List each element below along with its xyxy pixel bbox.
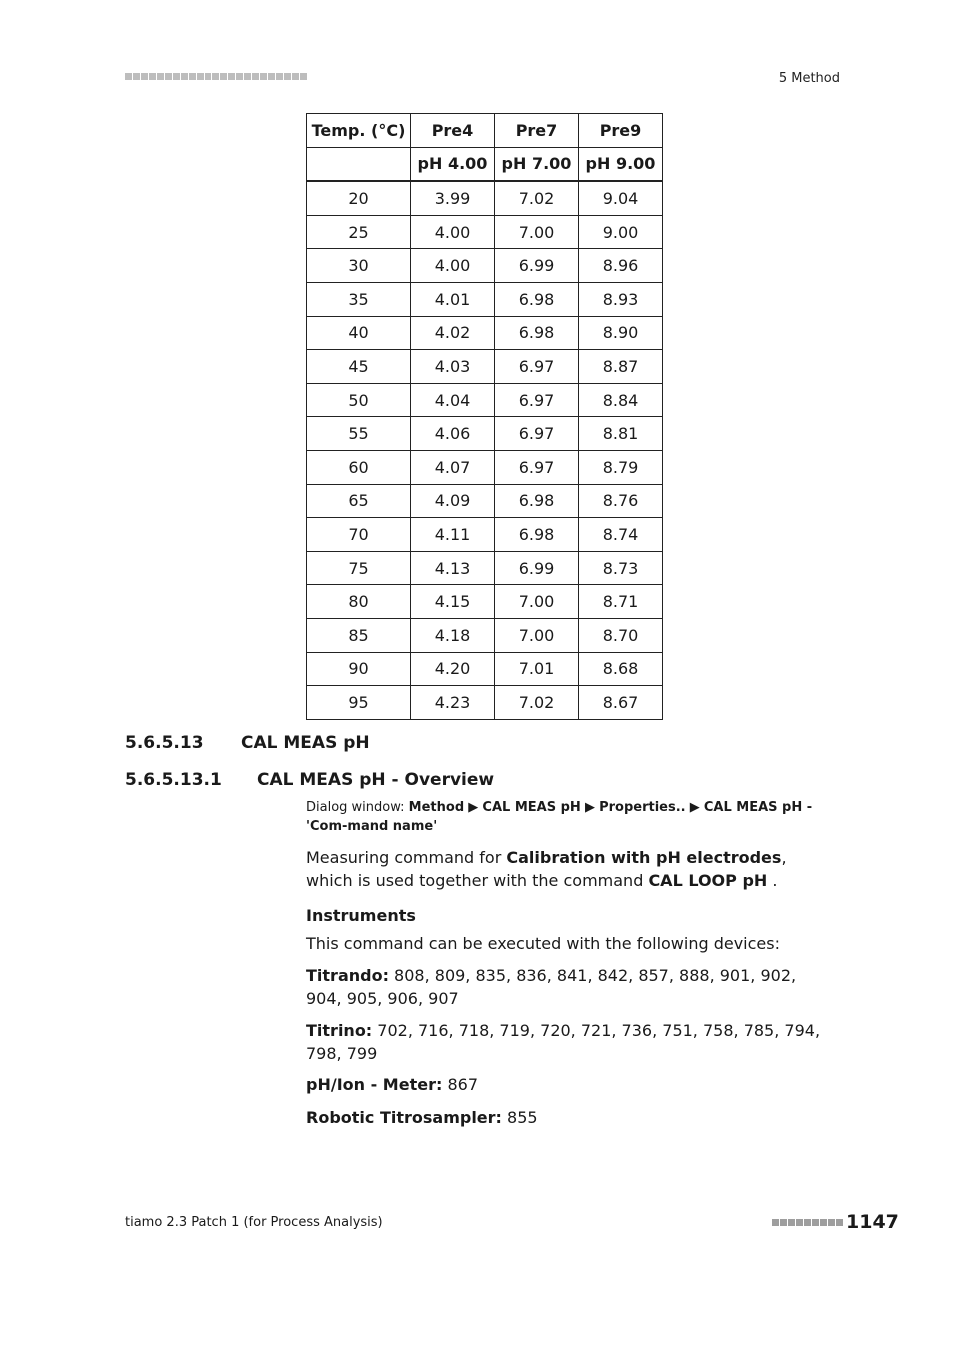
table-row <box>307 181 663 215</box>
table-cell: 7.00 <box>495 215 579 249</box>
table-row <box>307 618 663 652</box>
table-cell: 20 <box>307 181 411 215</box>
phion-label: pH/Ion - Meter: <box>306 1075 443 1094</box>
table-cell: 6.97 <box>495 383 579 417</box>
table-cell: 95 <box>307 686 411 720</box>
titrando-label: Titrando: <box>306 966 389 985</box>
table-cell: 55 <box>307 417 411 451</box>
table-cell: 8.81 <box>579 417 663 451</box>
table-cell: 6.98 <box>495 518 579 552</box>
table-cell: 4.20 <box>411 652 495 686</box>
table-cell: 8.90 <box>579 316 663 350</box>
column-header: Pre9 <box>579 114 663 148</box>
section-number: 5.6.5.13 <box>125 733 204 753</box>
dialog-path-item: Method <box>408 800 465 815</box>
table-cell: 25 <box>307 215 411 249</box>
table-header-row <box>307 114 663 148</box>
table-cell: 7.02 <box>495 181 579 215</box>
subsection-number: 5.6.5.13.1 <box>125 770 222 790</box>
table-row <box>307 518 663 552</box>
table-cell: 6.97 <box>495 417 579 451</box>
header-decoration <box>125 72 307 82</box>
table-cell: 8.71 <box>579 585 663 619</box>
table-cell: 4.06 <box>411 417 495 451</box>
table-row <box>307 484 663 518</box>
table-cell: 40 <box>307 316 411 350</box>
table-cell: 7.00 <box>495 618 579 652</box>
arrow-icon: ▶ <box>468 800 479 815</box>
intro-text: Measuring command for <box>306 848 507 867</box>
arrow-icon: ▶ <box>689 800 700 815</box>
column-header: Pre7 <box>495 114 579 148</box>
section-heading <box>125 733 370 753</box>
table-cell: 4.23 <box>411 686 495 720</box>
table-cell: 6.98 <box>495 282 579 316</box>
table-cell: 50 <box>307 383 411 417</box>
table-row <box>307 551 663 585</box>
table-cell: 35 <box>307 282 411 316</box>
table-cell: 7.01 <box>495 652 579 686</box>
table-cell: 90 <box>307 652 411 686</box>
table-cell: 4.03 <box>411 350 495 384</box>
table-cell: 4.11 <box>411 518 495 552</box>
table-cell: 7.00 <box>495 585 579 619</box>
table-cell: 4.02 <box>411 316 495 350</box>
table-row <box>307 215 663 249</box>
column-subheader: pH 4.00 <box>411 147 495 181</box>
table-cell: 4.15 <box>411 585 495 619</box>
header-section: 5 Method <box>778 71 840 86</box>
table-cell: 8.74 <box>579 518 663 552</box>
table-cell: 8.87 <box>579 350 663 384</box>
intro-emphasis: Calibration with pH electrodes <box>506 848 782 867</box>
phion-value: 867 <box>442 1075 478 1094</box>
table-row <box>307 417 663 451</box>
table-cell: 6.99 <box>495 249 579 283</box>
robotic-value: 855 <box>501 1108 538 1127</box>
table-cell: 7.02 <box>495 686 579 720</box>
table-cell: 4.00 <box>411 249 495 283</box>
column-subheader <box>307 147 411 181</box>
dialog-prefix: Dialog window: <box>306 800 409 815</box>
table-cell: 6.99 <box>495 551 579 585</box>
table-cell: 80 <box>307 585 411 619</box>
table-cell: 8.93 <box>579 282 663 316</box>
intro-text: , which is used together with the command <box>306 848 787 890</box>
section-title: CAL MEAS pH <box>241 733 370 753</box>
table-cell: 6.98 <box>495 484 579 518</box>
table-cell: 65 <box>307 484 411 518</box>
table-row <box>307 350 663 384</box>
arrow-icon: ▶ <box>584 800 595 815</box>
page-number: 1147 <box>846 1211 899 1233</box>
intro-paragraph <box>306 847 836 892</box>
dialog-path-item: CAL MEAS pH <box>482 800 581 815</box>
table-cell: 30 <box>307 249 411 283</box>
robotic-label: Robotic Titrosampler: <box>306 1108 502 1127</box>
table-cell: 4.01 <box>411 282 495 316</box>
table-cell: 85 <box>307 618 411 652</box>
table-cell: 45 <box>307 350 411 384</box>
footer-decoration <box>772 1219 843 1226</box>
table-cell: 6.97 <box>495 350 579 384</box>
table-cell: 70 <box>307 518 411 552</box>
column-header: Temp. (°C) <box>307 114 411 148</box>
titrino-value: 702, 716, 718, 719, 720, 721, 736, 751, 758, 785, 794, 798, 799 <box>306 1021 821 1063</box>
table-row <box>307 316 663 350</box>
table-cell: 4.13 <box>411 551 495 585</box>
intro-text: . <box>767 870 778 890</box>
dialog-path <box>306 798 836 836</box>
table-cell: 8.70 <box>579 618 663 652</box>
table-cell: 8.73 <box>579 551 663 585</box>
table-cell: 4.04 <box>411 383 495 417</box>
intro-command: CAL LOOP pH <box>648 870 768 890</box>
table-row <box>307 686 663 720</box>
dialog-path-item: CAL MEAS pH - 'Com-mand name' <box>306 800 813 834</box>
column-subheader: pH 9.00 <box>579 147 663 181</box>
subsection-heading <box>125 770 494 790</box>
table-row <box>307 249 663 283</box>
table-cell: 8.68 <box>579 652 663 686</box>
instruments-text: This command can be executed with the following devices: <box>306 934 780 953</box>
robotic-line <box>306 1107 836 1130</box>
table-cell: 8.96 <box>579 249 663 283</box>
table-cell: 6.97 <box>495 450 579 484</box>
calibration-table <box>306 113 663 720</box>
table-cell: 8.84 <box>579 383 663 417</box>
table-cell: 8.67 <box>579 686 663 720</box>
titrino-label: Titrino: <box>306 1021 373 1040</box>
titrino-line <box>306 1020 836 1065</box>
titrando-line <box>306 965 836 1010</box>
table-cell: 6.98 <box>495 316 579 350</box>
table-cell: 75 <box>307 551 411 585</box>
table-cell: 4.18 <box>411 618 495 652</box>
table-subheader-row <box>307 147 663 181</box>
table-cell: 8.79 <box>579 450 663 484</box>
subsection-title: CAL MEAS pH - Overview <box>257 770 495 790</box>
table-row <box>307 383 663 417</box>
instruments-heading: Instruments <box>306 906 416 925</box>
table-row <box>307 282 663 316</box>
table-row <box>307 652 663 686</box>
table-row <box>307 585 663 619</box>
table-cell: 60 <box>307 450 411 484</box>
table-cell: 9.04 <box>579 181 663 215</box>
table-cell: 4.09 <box>411 484 495 518</box>
column-subheader: pH 7.00 <box>495 147 579 181</box>
column-header: Pre4 <box>411 114 495 148</box>
table-cell: 4.00 <box>411 215 495 249</box>
table-row <box>307 450 663 484</box>
table-cell: 4.07 <box>411 450 495 484</box>
table-cell: 9.00 <box>579 215 663 249</box>
footer-product: tiamo 2.3 Patch 1 (for Process Analysis) <box>125 1215 383 1230</box>
table-body <box>307 181 663 719</box>
titrando-value: 808, 809, 835, 836, 841, 842, 857, 888, 901, 902, 904, 905, 906, 907 <box>306 966 797 1008</box>
phion-line <box>306 1074 836 1097</box>
table-cell: 3.99 <box>411 181 495 215</box>
table-cell: 8.76 <box>579 484 663 518</box>
dialog-path-item: Properties.. <box>599 800 686 815</box>
